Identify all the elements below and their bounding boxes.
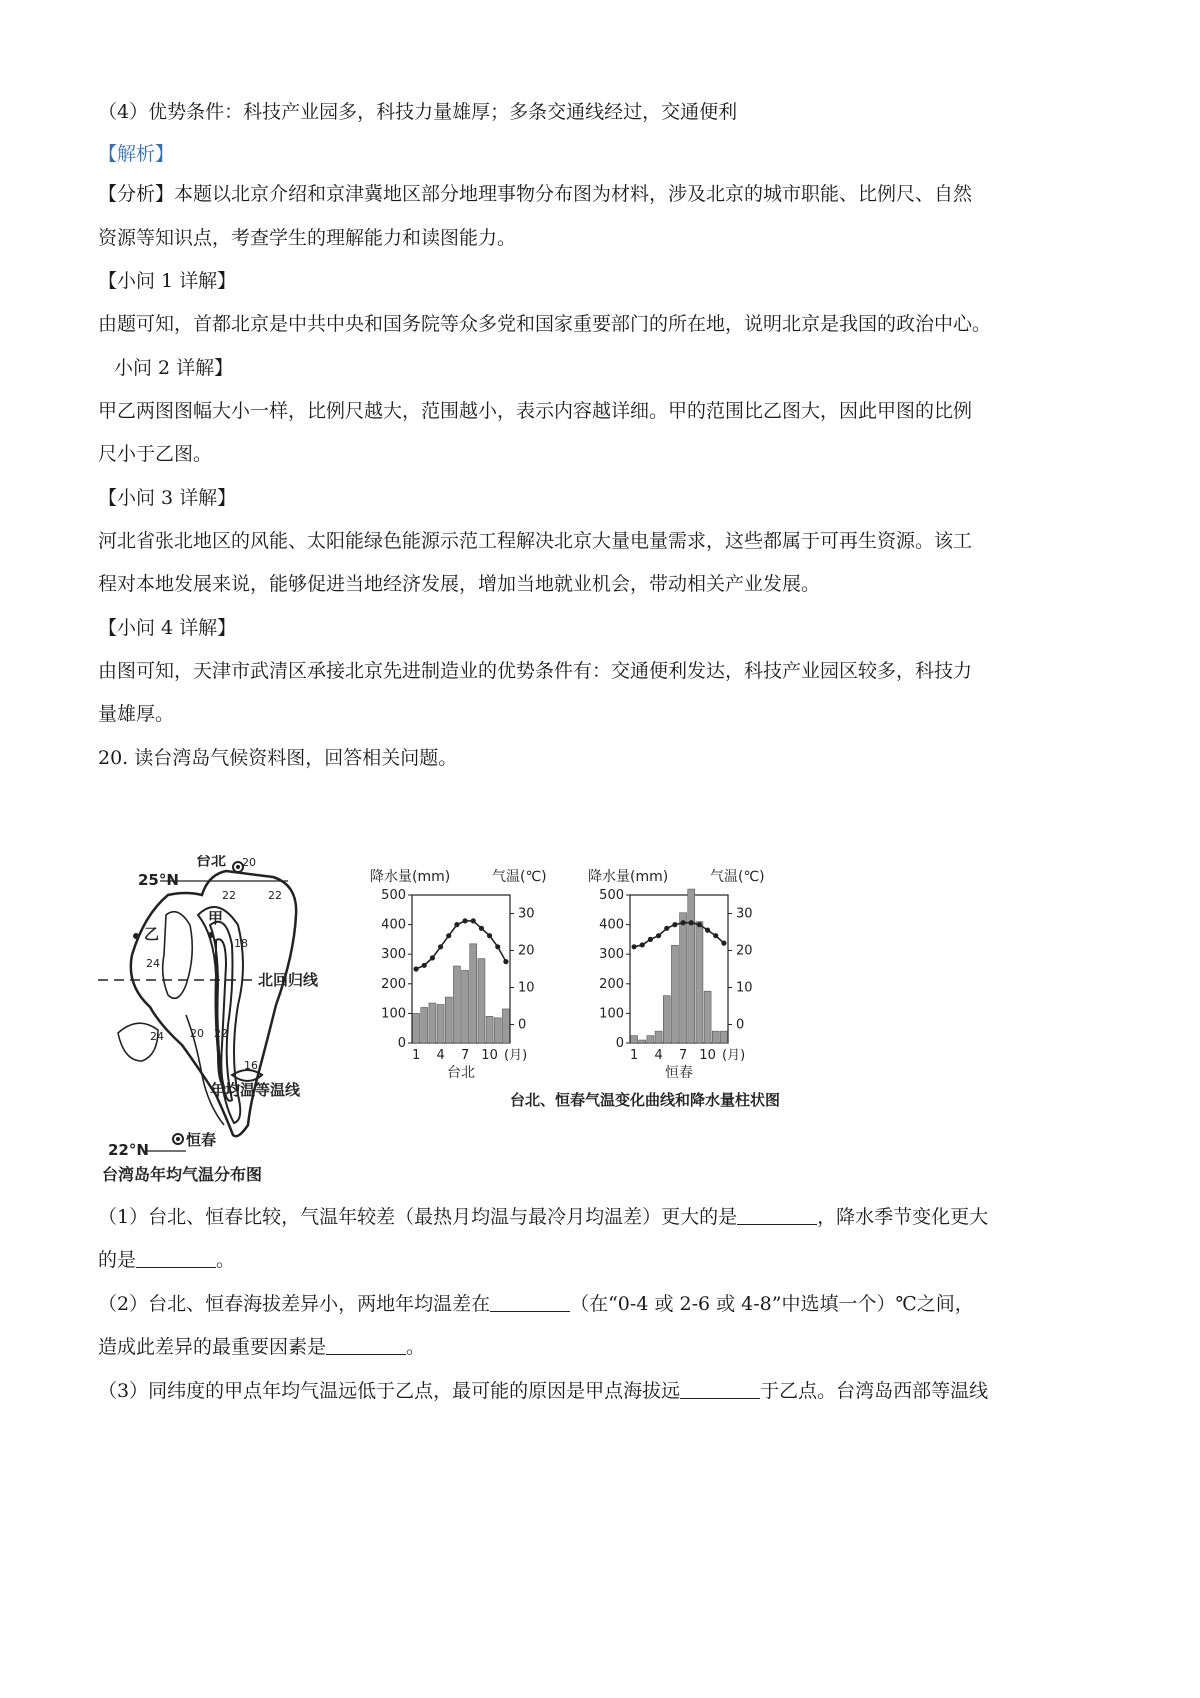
precipitation-bar [655, 1031, 662, 1043]
precipitation-bar [688, 889, 695, 1043]
analysis-text-line: 【分析】本题以北京介绍和京津冀地区部分地理事物分布图为材料，涉及北京的城市职能、比例尺、自然 [98, 183, 973, 205]
isotherm-value: 20 [242, 856, 256, 869]
question-1-text: （1）台北、恒春比较，气温年较差（最热月均温与最冷月均温差）更大的是 [98, 1206, 738, 1228]
isotherm-value: 18 [234, 937, 248, 950]
point-jia-label: 甲 [208, 909, 224, 927]
precipitation-bar [453, 966, 460, 1043]
plot-frame [630, 895, 728, 1043]
subquestion-3-text: 程对本地发展来说，能够促进当地经济发展，增加当地就业机会，带动相关产业发展。 [98, 573, 821, 595]
map-title: 台湾岛年均气温分布图 [102, 1165, 263, 1184]
y2-tick-label: 0 [518, 1017, 527, 1033]
precipitation-bar [494, 1018, 501, 1043]
y2-tick-label: 30 [736, 906, 753, 922]
subquestion-2-text: 尺小于乙图。 [98, 443, 213, 465]
temperature-point [640, 942, 645, 947]
y2-tick-label: 10 [736, 980, 753, 996]
taipei-climate-chart [370, 868, 547, 1081]
precipitation-bar [462, 970, 469, 1043]
temperature-point [713, 933, 718, 938]
temperature-point [495, 944, 500, 949]
y-tick-label: 300 [599, 947, 624, 963]
answer-blank[interactable] [136, 1249, 216, 1268]
taipei-marker-dot [236, 865, 239, 868]
hengchun-label: 恒春 [186, 1131, 217, 1149]
x-tick-label: 1 [411, 1048, 421, 1063]
y-axis-title: 降水量(mm) [370, 869, 451, 885]
y-axis-title: 降水量(mm) [588, 869, 669, 885]
question-1-text: 的是 [98, 1249, 137, 1271]
precipitation-bar [631, 1036, 638, 1043]
answer-blank[interactable] [680, 1380, 760, 1399]
isotherm-line [163, 912, 193, 999]
temperature-line [416, 921, 506, 969]
y2-tick-label: 30 [518, 906, 535, 922]
question-2-text: 造成此差异的最重要因素是 [98, 1336, 327, 1358]
latitude-22-label: 22°N [108, 1141, 149, 1159]
isotherm-value: 22 [214, 1027, 228, 1040]
tropic-label: 北回归线 [258, 971, 319, 989]
x-tick-label: 4 [436, 1048, 445, 1063]
point-yi-marker [134, 934, 139, 939]
subquestion-3-heading: 【小问 3 详解】 [98, 487, 237, 509]
question-1-text: 。 [216, 1249, 236, 1271]
y-tick-label: 0 [397, 1036, 406, 1051]
analysis-text-line: 资源等知识点，考查学生的理解能力和读图能力。 [98, 227, 517, 249]
temperature-point [422, 963, 427, 968]
subquestion-3-text: 河北省张北地区的风能、太阳能绿色能源示范工程解决北京大量电量需求，这些都属于可再生资源。该工 [98, 530, 973, 552]
y-tick-label: 0 [615, 1036, 624, 1051]
precipitation-bar [712, 1031, 719, 1043]
precipitation-bar [663, 996, 670, 1043]
temperature-point [487, 933, 492, 938]
precipitation-bar [502, 1009, 509, 1043]
subquestion-4-heading: 【小问 4 详解】 [98, 617, 237, 639]
question-2-text: （2）台北、恒春海拔差异小，两地年均温差在 [98, 1293, 491, 1315]
question-20-stem: 20. 读台湾岛气候资料图，回答相关问题。 [98, 747, 458, 769]
question-3-text: 于乙点。台湾岛西部等温线 [760, 1380, 989, 1402]
temperature-point [648, 937, 653, 942]
point-jia-marker [209, 933, 214, 938]
precipitation-bar [470, 944, 477, 1043]
subquestion-2-text: 甲乙两图图幅大小一样，比例尺越大，范围越小，表示内容越详细。甲的范围比乙图大，因此甲图的比例 [98, 400, 973, 422]
legend-isotherm-value: 16 [244, 1059, 258, 1072]
climate-figure-svg [98, 855, 798, 1195]
answer-4-line: （4）优势条件：科技产业园多，科技力量雄厚；多条交通线经过，交通便利 [98, 101, 738, 123]
temperature-point [656, 933, 661, 938]
precipitation-bar [647, 1036, 654, 1043]
y-tick-label: 400 [381, 917, 406, 933]
y2-axis-title: 气温(℃) [710, 869, 765, 885]
y-tick-label: 100 [381, 1006, 406, 1022]
y2-tick-label: 10 [518, 980, 535, 996]
temperature-point [680, 920, 685, 925]
isotherm-value: 20 [190, 1027, 204, 1040]
question-2-line [98, 1334, 425, 1360]
precipitation-bar [437, 1005, 444, 1043]
temperature-point [454, 922, 459, 927]
y-tick-label: 100 [599, 1006, 624, 1022]
precipitation-bar [429, 1003, 436, 1043]
temperature-point [462, 918, 467, 923]
x-tick-label: 10 [699, 1048, 716, 1063]
chart-title: 恒春 [665, 1065, 693, 1081]
x-tick-label: 7 [678, 1048, 688, 1063]
temperature-point [438, 944, 443, 949]
question-3-text: （3）同纬度的甲点年均气温远低于乙点，最可能的原因是甲点海拔远 [98, 1380, 681, 1402]
y2-tick-label: 20 [736, 943, 753, 959]
temperature-point [689, 920, 694, 925]
precipitation-bar [720, 1031, 727, 1043]
y-tick-label: 300 [381, 947, 406, 963]
hengchun-climate-chart [588, 868, 765, 1081]
x-tick-label: 4 [654, 1048, 663, 1063]
point-yi-label: 乙 [144, 925, 160, 943]
precipitation-bar [639, 1040, 646, 1043]
y2-tick-label: 0 [736, 1017, 745, 1033]
isotherm-value: 24 [146, 957, 160, 970]
precipitation-bar [486, 1016, 493, 1043]
subquestion-1-heading: 【小问 1 详解】 [98, 270, 237, 292]
subquestion-2-heading: 小问 2 详解】 [114, 357, 234, 379]
x-axis-title: (月) [504, 1048, 528, 1063]
precipitation-bar [413, 1013, 420, 1043]
precipitation-bar [421, 1007, 428, 1043]
chart-title: 台北 [447, 1065, 475, 1081]
temperature-point [672, 922, 677, 927]
answer-blank[interactable] [326, 1336, 406, 1355]
question-2-text: （在“0-4 或 2-6 或 4-8”中选填一个）℃之间， [570, 1293, 974, 1315]
isotherm-value: 22 [222, 889, 236, 902]
question-2-line [98, 1291, 974, 1317]
y-tick-label: 500 [599, 888, 624, 903]
precipitation-bar [696, 922, 703, 1043]
answer-blank[interactable] [490, 1293, 570, 1312]
subquestion-1-text: 由题可知，首都北京是中共中央和国务院等众多党和国家重要部门的所在地，说明北京是我国的政治中心。 [98, 313, 992, 335]
question-3-line [98, 1378, 988, 1404]
y-tick-label: 200 [599, 976, 624, 992]
charts-caption: 台北、恒春气温变化曲线和降水量柱状图 [510, 1091, 781, 1109]
y2-axis-title: 气温(℃) [492, 869, 547, 885]
temperature-point [721, 941, 726, 946]
map-annotations [98, 862, 288, 1151]
y-tick-label: 400 [599, 917, 624, 933]
temperature-point [471, 918, 476, 923]
subquestion-4-text: 量雄厚。 [98, 703, 175, 725]
temperature-point [705, 928, 710, 933]
legend-isotherm-label: 年均温等温线 [210, 1081, 301, 1099]
isotherm-value: 22 [268, 889, 282, 902]
subquestion-4-text: 由图可知，天津市武清区承接北京先进制造业的优势条件有：交通便利发达，科技产业园区较多，科技力 [98, 660, 973, 682]
y-tick-label: 500 [381, 888, 406, 903]
climate-figure [98, 855, 798, 1199]
temperature-point [664, 926, 669, 931]
x-tick-label: 7 [460, 1048, 470, 1063]
y2-tick-label: 20 [518, 943, 535, 959]
precipitation-bar [704, 991, 711, 1043]
taipei-label: 台北 [196, 855, 227, 869]
temperature-point [479, 926, 484, 931]
temperature-point [446, 933, 451, 938]
question-1-line [98, 1247, 235, 1273]
question-1-text: ，降水季节变化更大 [817, 1206, 989, 1228]
temperature-line [634, 923, 724, 947]
precipitation-bar [671, 945, 678, 1043]
y-tick-label: 200 [381, 976, 406, 992]
question-1-line [98, 1204, 988, 1230]
isotherm-value: 24 [150, 1030, 164, 1043]
temperature-point [430, 955, 435, 960]
temperature-point [697, 922, 702, 927]
temperature-point [503, 959, 508, 964]
precipitation-bar [680, 913, 687, 1043]
analysis-heading: 【解析】 [98, 143, 175, 165]
precipitation-bar [478, 959, 485, 1043]
precipitation-bar [445, 997, 452, 1043]
temperature-point [413, 966, 418, 971]
x-axis-title: (月) [722, 1048, 746, 1063]
answer-blank[interactable] [737, 1206, 817, 1225]
temperature-point [631, 944, 636, 949]
latitude-25-label: 25°N [138, 871, 179, 889]
question-2-text: 。 [406, 1336, 426, 1358]
x-tick-label: 10 [481, 1048, 498, 1063]
x-tick-label: 1 [629, 1048, 639, 1063]
hengchun-marker-dot [176, 1137, 179, 1140]
